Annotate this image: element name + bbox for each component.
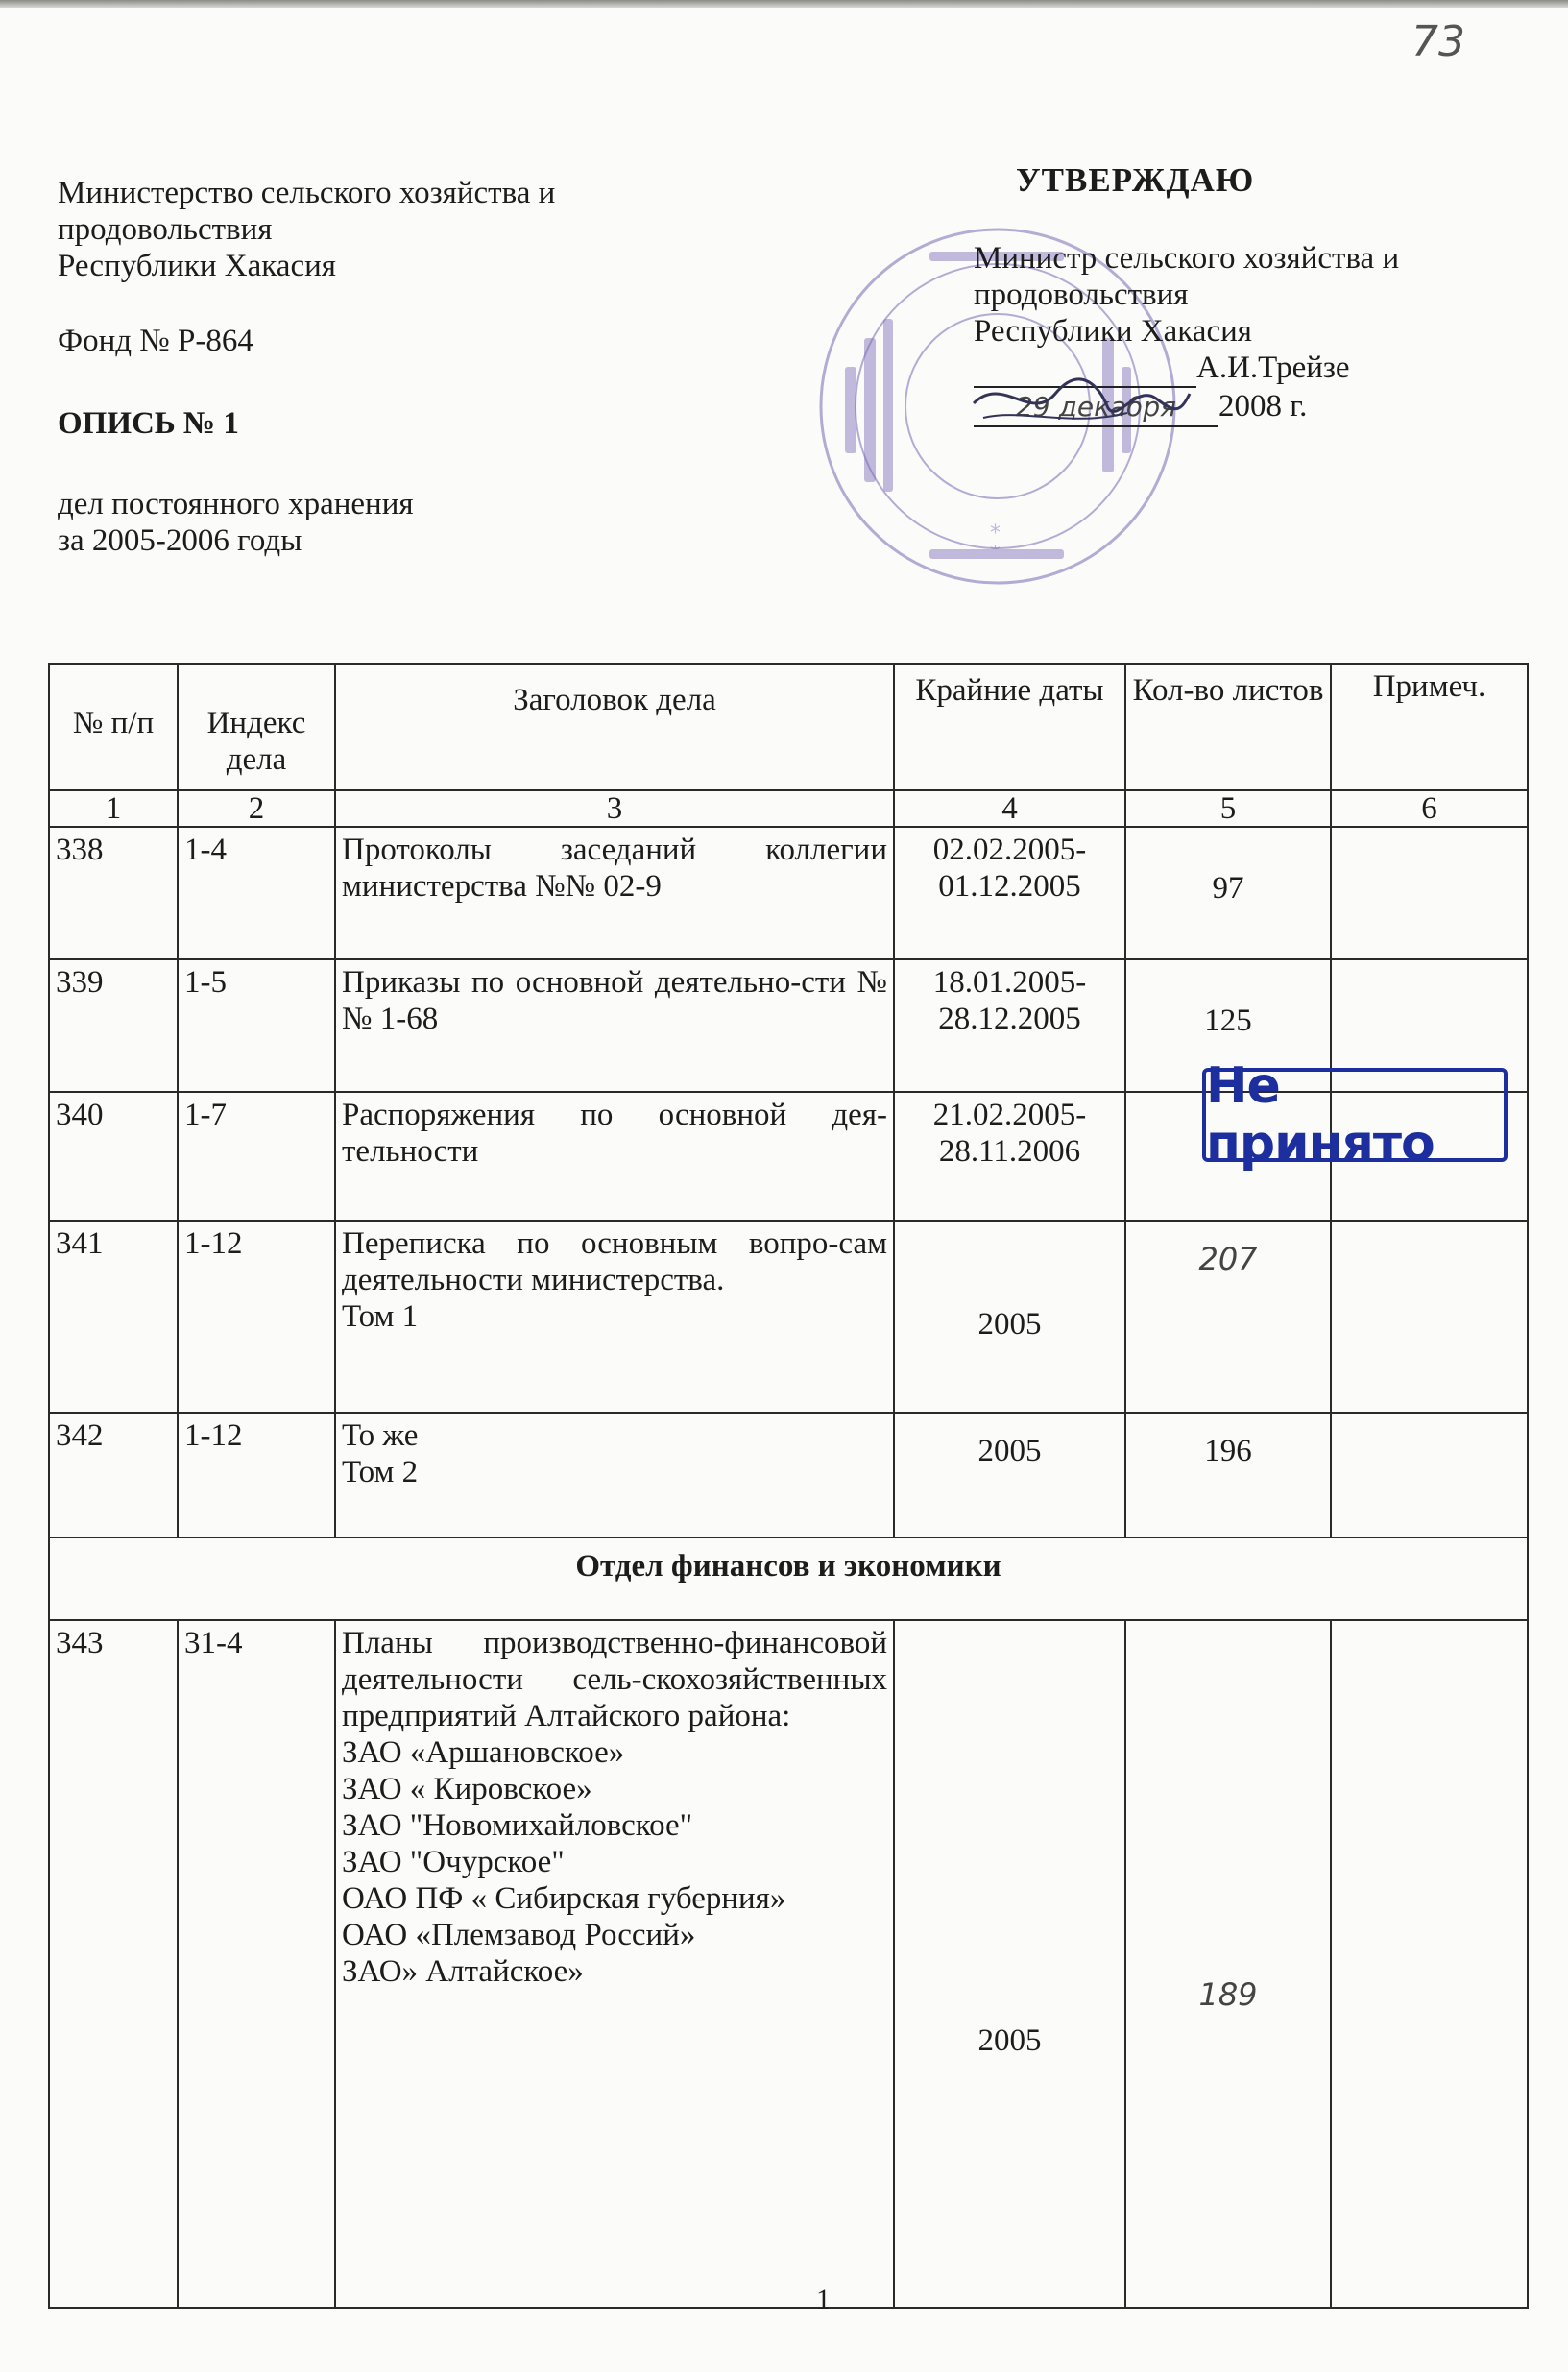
list-item: ОАО «Племзавод Россий»	[342, 1918, 696, 1952]
row-dates: 02.02.2005-01.12.2005	[894, 827, 1125, 959]
column-number-row	[49, 790, 1528, 827]
row-num: 339	[49, 959, 178, 1092]
row-num: 342	[49, 1413, 178, 1537]
svg-text:*: *	[990, 521, 1001, 545]
table-row	[49, 1413, 1528, 1537]
col-num-5: 5	[1125, 790, 1331, 827]
inventory-desc-line-2: за 2005-2006 годы	[58, 523, 302, 558]
row-num: 338	[49, 827, 178, 959]
ministry-line-1: Министерство сельского хозяйства и	[58, 176, 556, 210]
svg-text:*: *	[990, 543, 1001, 567]
inventory-desc-line-1: дел постоянного хранения	[58, 487, 414, 521]
section-title: Отдел финансов и экономики	[49, 1537, 1528, 1620]
row-dates: 2005	[894, 1413, 1125, 1537]
row-title: Распоряжения по основной дея-тельности	[335, 1092, 894, 1221]
approval-line-3: Республики Хакасия	[974, 314, 1252, 349]
list-item: ЗАО "Новомихайловское"	[342, 1808, 693, 1843]
row-title-line-1: То же	[342, 1418, 419, 1453]
col-num-3: 3	[335, 790, 894, 827]
signature-scribble	[964, 365, 1194, 442]
row-num: 343	[49, 1620, 178, 2308]
header-index: Индекс дела	[178, 664, 335, 790]
section-header-row	[49, 1537, 1528, 1620]
row-sheets-handwritten: 189	[1125, 1620, 1331, 2308]
approval-year: 2008 г.	[1218, 389, 1308, 424]
ministry-line-3: Республики Хакасия	[58, 249, 336, 283]
header-dates: Крайние даты	[894, 664, 1125, 790]
row-sheets: 125	[1125, 959, 1331, 1092]
row-sheets: 97	[1125, 827, 1331, 959]
row-num: 340	[49, 1092, 178, 1221]
col-num-1: 1	[49, 790, 178, 827]
list-item: ЗАО "Очурское"	[342, 1845, 565, 1879]
row-sheets: 196	[1125, 1413, 1331, 1537]
col-num-4: 4	[894, 790, 1125, 827]
row-index: 1-4	[178, 827, 335, 959]
col-num-6: 6	[1331, 790, 1528, 827]
signer-name: А.И.Трейзе	[1196, 351, 1350, 385]
header-left	[58, 175, 555, 559]
list-item: ЗАО» Алтайское»	[342, 1954, 584, 1989]
row-title-line-2: Том 2	[342, 1455, 419, 1489]
handwritten-date: 29 декабря	[974, 389, 1218, 427]
list-item: ЗАО « Кировское»	[342, 1772, 592, 1806]
approval-line-2: продовольствия	[974, 278, 1189, 312]
row-num: 341	[49, 1221, 178, 1413]
approval-line-1: Министр сельского хозяйства и	[974, 241, 1400, 276]
page-number: 1	[816, 2284, 831, 2315]
row-index: 1-5	[178, 959, 335, 1092]
row-dates: 2005	[894, 1221, 1125, 1413]
row-note	[1331, 1221, 1528, 1413]
row-title-line-1: Переписка по основным вопро-сам деятельности министерства.	[342, 1226, 887, 1297]
row-title	[335, 1413, 894, 1537]
row-dates: 21.02.2005-28.11.2006	[894, 1092, 1125, 1221]
row-index: 31-4	[178, 1620, 335, 2308]
col-num-2: 2	[178, 790, 335, 827]
row-title: Протоколы заседаний коллегии министерства №№ 02-9	[335, 827, 894, 959]
inventory-title: ОПИСЬ № 1	[58, 406, 239, 441]
row-title	[335, 1221, 894, 1413]
row-sheets-handwritten: 207	[1125, 1221, 1331, 1413]
list-item: ОАО ПФ « Сибирская губерния»	[342, 1881, 786, 1916]
approval-title: УТВЕРЖДАЮ	[1016, 161, 1255, 199]
row-dates: 18.01.2005-28.12.2005	[894, 959, 1125, 1092]
row-title: Приказы по основной деятельно-сти №№ 1-68	[335, 959, 894, 1092]
row-index: 1-12	[178, 1221, 335, 1413]
fond-number: Фонд № Р-864	[58, 324, 253, 358]
row-note	[1331, 1413, 1528, 1537]
table-row	[49, 1620, 1528, 2308]
header-note: Примеч.	[1331, 664, 1528, 790]
row-note	[1331, 827, 1528, 959]
page-top-edge	[0, 0, 1568, 8]
row-title-line-2: Том 1	[342, 1299, 419, 1334]
table-row	[49, 827, 1528, 959]
header-num: № п/п	[49, 664, 178, 790]
list-item: ЗАО «Аршановское»	[342, 1735, 625, 1770]
header-title: Заголовок дела	[335, 664, 894, 790]
row-title-main: Планы производственно-финансовой деятельности сель-скохозяйственных предприятий Алтайского района:	[342, 1626, 887, 1733]
row-index: 1-12	[178, 1413, 335, 1537]
row-index: 1-7	[178, 1092, 335, 1221]
archive-page-number: 73	[1411, 17, 1465, 66]
row-title	[335, 1620, 894, 2308]
header-sheets: Кол-во листов	[1125, 664, 1331, 790]
rejected-stamp: Не принято	[1202, 1068, 1508, 1162]
table-header-row	[49, 664, 1528, 790]
ministry-line-2: продовольствия	[58, 212, 273, 247]
table-row	[49, 1221, 1528, 1413]
row-note	[1331, 1620, 1528, 2308]
row-dates: 2005	[894, 1620, 1125, 2308]
inventory-table	[48, 663, 1529, 2309]
